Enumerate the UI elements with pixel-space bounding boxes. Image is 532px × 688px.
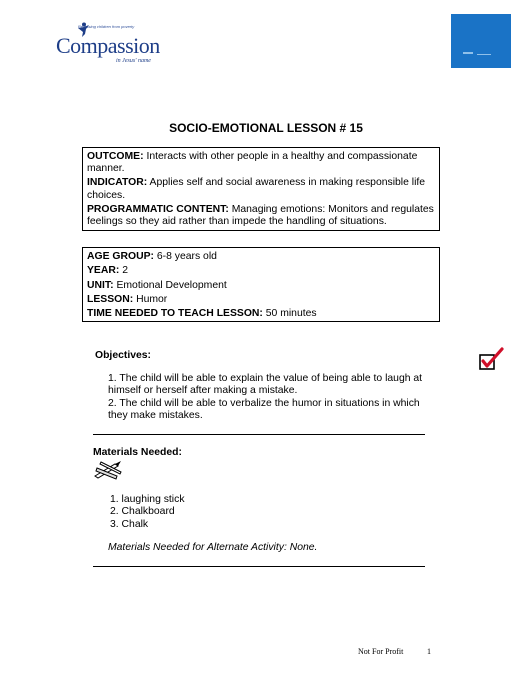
objectives-list — [108, 373, 428, 422]
crayons-icon — [93, 460, 125, 480]
material-item: 3. Chalk — [110, 518, 149, 530]
objective-item: 1. The child will be able to explain the value of being able to laugh at himself or herself after making a mistake. — [108, 373, 423, 397]
page-number: 1 — [427, 647, 431, 656]
time-value: 50 minutes — [262, 308, 317, 320]
compassion-logo — [56, 22, 168, 66]
logo-subtitle: in Jesus' name — [116, 58, 151, 64]
footer-text: Not For Profit — [358, 647, 404, 656]
indicator-text: Applies self and social awareness in making responsible life choices. — [87, 177, 426, 201]
material-item: 1. laughing stick — [110, 494, 185, 505]
lesson-label: LESSON: — [87, 293, 134, 305]
time-label: TIME NEEDED TO TEACH LESSON: — [87, 308, 263, 320]
material-item: 2. Chalkboard — [110, 506, 175, 518]
objective-item: 2. The child will be able to verbalize the humor in situations in which they make mistakes. — [108, 397, 420, 421]
alternate-materials: Materials Needed for Alternate Activity: None. — [108, 542, 318, 553]
logo-name: Compassion — [56, 33, 160, 58]
unit-label: UNIT: — [87, 279, 114, 291]
divider — [93, 566, 425, 567]
age-value: 6-8 years old — [153, 251, 217, 262]
age-label: AGE GROUP: — [87, 251, 154, 262]
year-label: YEAR: — [87, 265, 120, 277]
outcome-box — [82, 147, 440, 231]
checkbox-check-icon — [478, 347, 506, 373]
materials-heading: Materials Needed: — [93, 447, 182, 458]
indicator-label: INDICATOR: — [87, 177, 148, 189]
unit-value: Emotional Development — [113, 279, 227, 291]
year-value: 2 — [119, 265, 129, 277]
content-label: PROGRAMMATIC CONTENT: — [87, 203, 229, 215]
divider — [93, 434, 425, 435]
page-title: SOCIO-EMOTIONAL LESSON # 15 — [169, 121, 363, 135]
blue-decorative-block — [451, 14, 511, 68]
outcome-label: OUTCOME: — [87, 151, 144, 162]
outcome-text: Interacts with other people in a healthy and compassionate manner. — [87, 151, 418, 175]
objectives-heading: Objectives: — [95, 350, 152, 361]
content-text: Managing emotions: Monitors and regulates feelings so they aid rather than impede the handling of situations. — [87, 203, 434, 228]
lesson-value: Humor — [133, 293, 168, 305]
lesson-info-box — [82, 247, 440, 322]
logo-tagline: Releasing children from poverty — [78, 24, 135, 29]
materials-list — [110, 494, 185, 531]
